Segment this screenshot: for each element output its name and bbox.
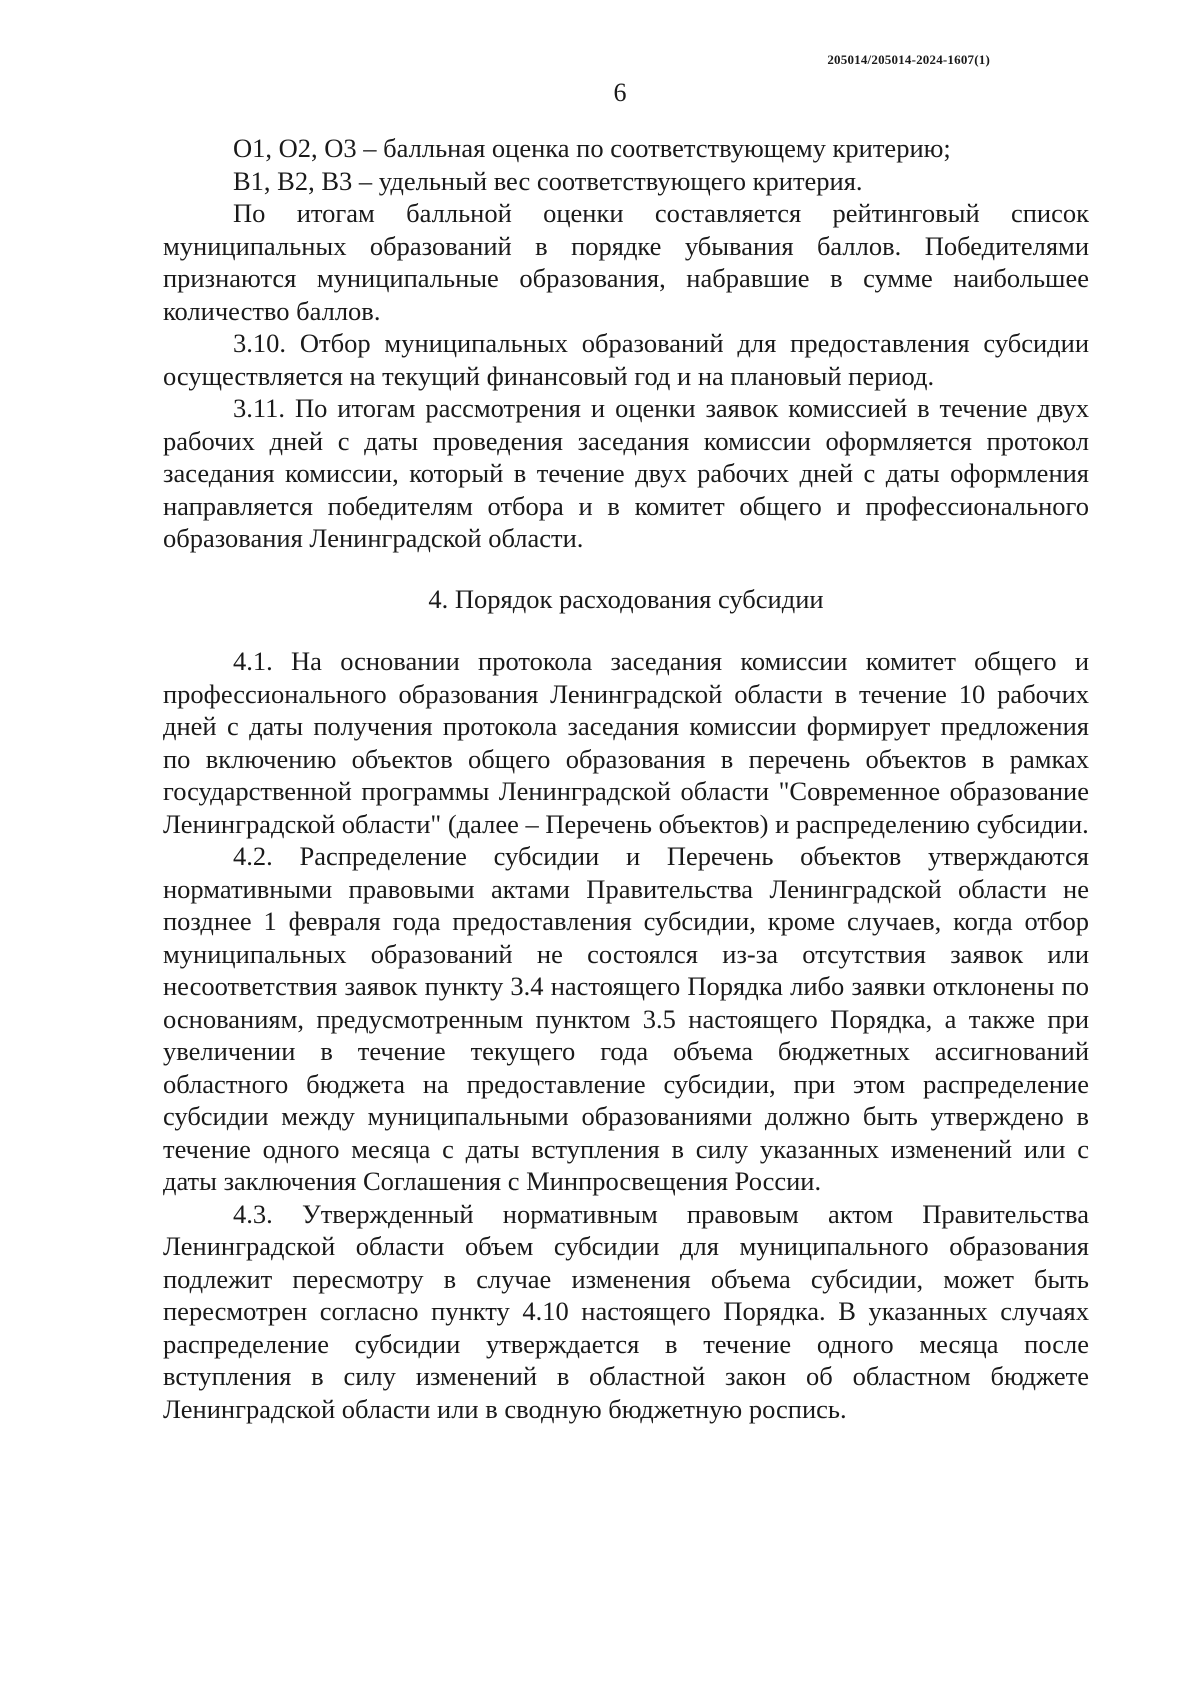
criterion-score-line: О1, О2, О3 – балльная оценка по соответствующему критерию; bbox=[233, 133, 951, 163]
page-number: 6 bbox=[613, 78, 627, 107]
rating-paragraph: По итогам балльной оценки составляется рейтинговый список муниципальных образований в порядке убывания баллов. Победителями признаются муниципальные образования, набравшие в сумме наибольшее количество баллов. bbox=[163, 198, 1089, 326]
section-4-heading: 4. Порядок расходования субсидии bbox=[428, 583, 824, 614]
clause-4-1: 4.1. На основании протокола заседания комиссии комитет общего и профессионального образования Ленинградской области в течение 10 рабочих дней с даты получения протокола заседания комиссии формирует предложения по включению объектов общего образования в перечень объектов в рамках государственной программы Ленинградской области "Современное образование Ленинградской области" (далее – Перечень объектов) и распределению субсидии. bbox=[163, 646, 1089, 839]
clause-4-3: 4.3. Утвержденный нормативным правовым актом Правительства Ленинградской области объем субсидии для муниципального образования подлежит пересмотру в случае изменения объема субсидии, может быть пересмотрен согласно пункту 4.10 настоящего Порядка. В указанных случаях распределение субсидии утверждается в течение одного месяца после вступления в силу изменений в областной закон об областном бюджете Ленинградской области или в сводную бюджетную роспись. bbox=[163, 1198, 1089, 1424]
criterion-weight-line: В1, В2, В3 – удельный вес соответствующего критерия. bbox=[233, 165, 863, 196]
clause-3-10: 3.10. Отбор муниципальных образований для предоставления субсидии осуществляется на текущий финансовый год и на плановый период. bbox=[163, 328, 1089, 391]
document-id: 205014/205014-2024-1607(1) bbox=[827, 52, 990, 67]
document-body bbox=[163, 132, 1089, 1425]
clause-3-11: 3.11. По итогам рассмотрения и оценки заявок комиссией в течение двух рабочих дней с даты проведения заседания комиссии оформляется протокол заседания комиссии, который в течение двух рабочих дней с даты оформления направляется победителям отбора и в комитет общего и профессионального образования Ленинградской области. bbox=[163, 393, 1089, 553]
clause-4-2: 4.2. Распределение субсидии и Перечень объектов утверждаются нормативными правовыми актами Правительства Ленинградской области не позднее 1 февраля года предоставления субсидии, кроме случаев, когда отбор муниципальных образований не состоялся из-за отсутствия заявок или несоответствия заявок пункту 3.4 настоящего Порядка либо заявки отклонены по основаниям, предусмотренным пунктом 3.5 настоящего Порядка, а также при увеличении в течение текущего года объема бюджетных ассигнований областного бюджета на предоставление субсидии, при этом распределение субсидии между муниципальными образованиями должно быть утверждено в течение одного месяца с даты вступления в силу указанных изменений или с даты заключения Соглашения с Минпросвещения России. bbox=[163, 841, 1089, 1196]
